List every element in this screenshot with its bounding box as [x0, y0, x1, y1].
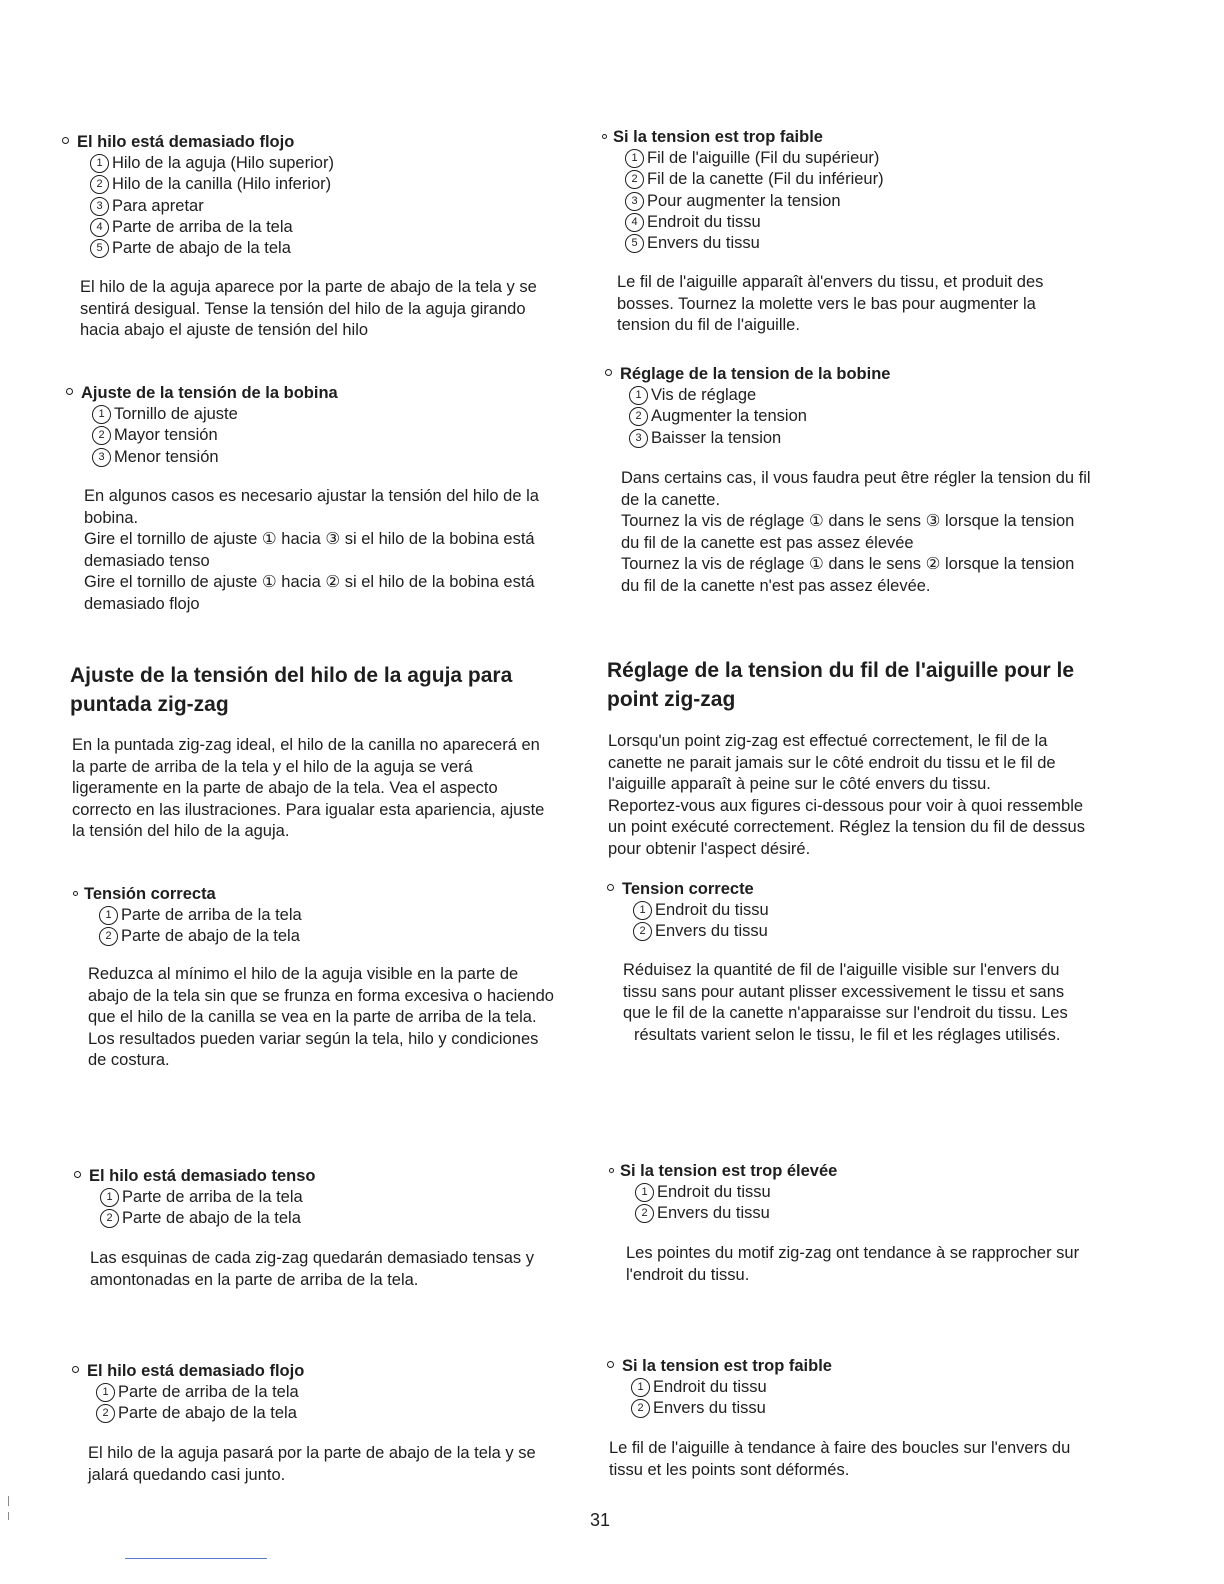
list-item: 2 Envers du tissu [633, 921, 769, 942]
section-heading: Si la tension est trop faible [607, 1356, 832, 1377]
circled-number: 1 [633, 901, 652, 920]
list-item: 5 Parte de abajo de la tela [90, 238, 334, 259]
circled-number: 5 [625, 234, 644, 253]
section-heading: El hilo está demasiado tenso [74, 1166, 315, 1187]
circled-number: 1 [90, 154, 109, 173]
bullet-icon [607, 1361, 614, 1368]
section-tension-faible [602, 127, 884, 254]
circled-number: 1 [631, 1378, 650, 1397]
section-body: Reduzca al mínimo el hilo de la aguja visible en la parte de abajo de la tela sin que se frunza en forma excesiva o haciendo que el hilo de la canilla se vea en la parte de arriba de la tela. Los resultados pueden variar según la tela, hilo y condiciones de costura. [88, 965, 554, 1069]
circled-number: 2 [100, 1209, 119, 1228]
section-body: En la puntada zig-zag ideal, el hilo de la canilla no aparecerá en la parte de arriba de la tela y el hilo de la aguja se verá ligeramente en la parte de abajo de la tela. Vea el aspecto correcto en las ilustraciones. Para igualar esta apariencia, ajuste la tensión del hilo de la aguja. [72, 736, 545, 840]
circled-number: 1 [96, 1383, 115, 1402]
scan-mark [8, 1496, 9, 1506]
circled-number: 3 [625, 192, 644, 211]
list-item: 3 Baisser la tension [629, 428, 890, 449]
list-item: 2 Parte de abajo de la tela [99, 926, 302, 947]
section-body: Dans certains cas, il vous faudra peut être régler la tension du fil de la canette. Tournez la vis de réglage ① dans le sens ③ lorsque la tension du fil de la canette est pas assez élevée Tournez la vis de réglage ① dans le sens ② lorsque la tension du fil de la canette n'est pas assez élevée. [621, 469, 1091, 595]
list-item: 4 Endroit du tissu [625, 212, 884, 233]
circled-number: 3 [90, 197, 109, 216]
page-number: 31 [590, 1510, 611, 1530]
circled-number: 4 [90, 218, 109, 237]
page-section-title: Réglage de la tension du fil de l'aiguille pour le point zig-zag [607, 659, 1075, 711]
list-item: 2 Envers du tissu [631, 1398, 832, 1419]
section-body: Les pointes du motif zig-zag ont tendance à se rapprocher sur l'endroit du tissu. [626, 1244, 1080, 1284]
circled-number: 2 [631, 1399, 650, 1418]
section-hilo-flojo-zigzag [72, 1361, 304, 1425]
section-heading: Réglage de la tension de la bobine [605, 364, 890, 385]
list-item: 1 Parte de arriba de la tela [100, 1187, 315, 1208]
section-heading: El hilo está demasiado flojo [62, 132, 334, 153]
list-item: 2 Hilo de la canilla (Hilo inferior) [90, 174, 334, 195]
circled-number: 1 [625, 149, 644, 168]
footer-rule [125, 1558, 267, 1559]
bullet-icon [609, 1168, 614, 1173]
circled-number: 2 [92, 426, 111, 445]
circled-number: 1 [635, 1183, 654, 1202]
list-item: 1 Endroit du tissu [635, 1182, 837, 1203]
page-section-title: Ajuste de la tensión del hilo de la aguja para puntada zig-zag [70, 664, 513, 716]
list-item: 1 Endroit du tissu [631, 1377, 832, 1398]
list-item: 4 Parte de arriba de la tela [90, 217, 334, 238]
list-item: 1 Parte de arriba de la tela [96, 1382, 304, 1403]
circled-number: 1 [99, 906, 118, 925]
section-body: El hilo de la aguja aparece por la parte de abajo de la tela y se sentirá desigual. Tense la tensión del hilo de la aguja girando hacia abajo el ajuste de tensión del hilo [80, 278, 537, 339]
circled-number: 2 [633, 922, 652, 941]
section-tension-correcta [73, 884, 302, 948]
circled-number: 1 [100, 1188, 119, 1207]
section-heading: Tensión correcta [73, 884, 302, 905]
list-item: 5 Envers du tissu [625, 233, 884, 254]
list-item: 1 Hilo de la aguja (Hilo superior) [90, 153, 334, 174]
section-reglage-bobine [605, 364, 890, 449]
section-body: Le fil de l'aiguille à tendance à faire des boucles sur l'envers du tissu et les points sont déformés. [609, 1439, 1071, 1479]
section-tension-faible-zigzag [607, 1356, 832, 1420]
section-body: El hilo de la aguja pasará por la parte de abajo de la tela y se jalará quedando casi junto. [88, 1444, 536, 1484]
circled-number: 2 [96, 1404, 115, 1423]
list-item: 1 Fil de l'aiguille (Fil du supérieur) [625, 148, 884, 169]
section-body: Lorsqu'un point zig-zag est effectué correctement, le fil de la canette ne parait jamais sur le côté endroit du tissu et le fil de l'aiguille apparaît à peine sur le côté envers du tissu. Reportez-vous aux figures ci-dessous pour voir à quoi ressemble un point exécuté correctement. Réglez la tension du fil de dessus pour obtenir l'aspect désiré. [608, 732, 1085, 858]
circled-number: 4 [625, 213, 644, 232]
bullet-icon [602, 134, 607, 139]
section-tension-elevee [609, 1161, 837, 1225]
bullet-icon [73, 891, 78, 896]
bullet-icon [74, 1171, 81, 1178]
circled-number: 3 [92, 448, 111, 467]
list-item: 2 Augmenter la tension [629, 406, 890, 427]
circled-number: 5 [90, 239, 109, 258]
circled-number: 1 [629, 386, 648, 405]
section-body: Le fil de l'aiguille apparaît àl'envers du tissu, et produit des bosses. Tournez la molette vers le bas pour augmenter la tension du fil de l'aiguille. [617, 273, 1044, 334]
list-item: 2 Mayor tensión [92, 425, 338, 446]
section-body: Réduisez la quantité de fil de l'aiguille visible sur l'envers du tissu sans pour autant plisser excessivement le tissu et sans que le fil de la canette n'apparaisse sur l'endroit du tissu. Les résultats varient selon le tissu, le fil et les réglages utilisés. [623, 961, 1068, 1044]
list-item: 1 Tornillo de ajuste [92, 404, 338, 425]
list-item: 1 Parte de arriba de la tela [99, 905, 302, 926]
bullet-icon [605, 369, 612, 376]
circled-number: 2 [635, 1204, 654, 1223]
section-hilo-flojo [62, 132, 334, 259]
list-item: 2 Parte de abajo de la tela [96, 1403, 304, 1424]
bullet-icon [607, 884, 614, 891]
section-body: Las esquinas de cada zig-zag quedarán demasiado tensas y amontonadas en la parte de arriba de la tela. [90, 1249, 534, 1289]
list-item: 1 Endroit du tissu [633, 900, 769, 921]
section-hilo-tenso [74, 1166, 315, 1230]
bullet-icon [62, 137, 69, 144]
section-heading: El hilo está demasiado flojo [72, 1361, 304, 1382]
scan-mark [8, 1512, 9, 1520]
list-item: 3 Para apretar [90, 196, 334, 217]
list-item: 3 Menor tensión [92, 447, 338, 468]
list-item: 1 Vis de réglage [629, 385, 890, 406]
section-tension-bobina [66, 383, 338, 468]
circled-number: 3 [629, 429, 648, 448]
bullet-icon [72, 1366, 79, 1373]
bullet-icon [66, 388, 73, 395]
section-heading: Tension correcte [607, 879, 769, 900]
circled-number: 2 [629, 407, 648, 426]
list-item: 2 Envers du tissu [635, 1203, 837, 1224]
circled-number: 2 [90, 175, 109, 194]
circled-number: 1 [92, 405, 111, 424]
section-heading: Ajuste de la tensión de la bobina [66, 383, 338, 404]
section-heading: Si la tension est trop élevée [609, 1161, 837, 1182]
list-item: 3 Pour augmenter la tension [625, 191, 884, 212]
section-body: En algunos casos es necesario ajustar la tensión del hilo de la bobina. Gire el tornillo de ajuste ① hacia ③ si el hilo de la bobina está demasiado tenso Gire el tornillo de ajuste ① hacia ② si el hilo de la bobina está demasiado flojo [84, 487, 539, 613]
list-item: 2 Fil de la canette (Fil du inférieur) [625, 169, 884, 190]
circled-number: 2 [99, 927, 118, 946]
section-heading: Si la tension est trop faible [602, 127, 884, 148]
section-tension-correcte [607, 879, 769, 943]
list-item: 2 Parte de abajo de la tela [100, 1208, 315, 1229]
circled-number: 2 [625, 170, 644, 189]
